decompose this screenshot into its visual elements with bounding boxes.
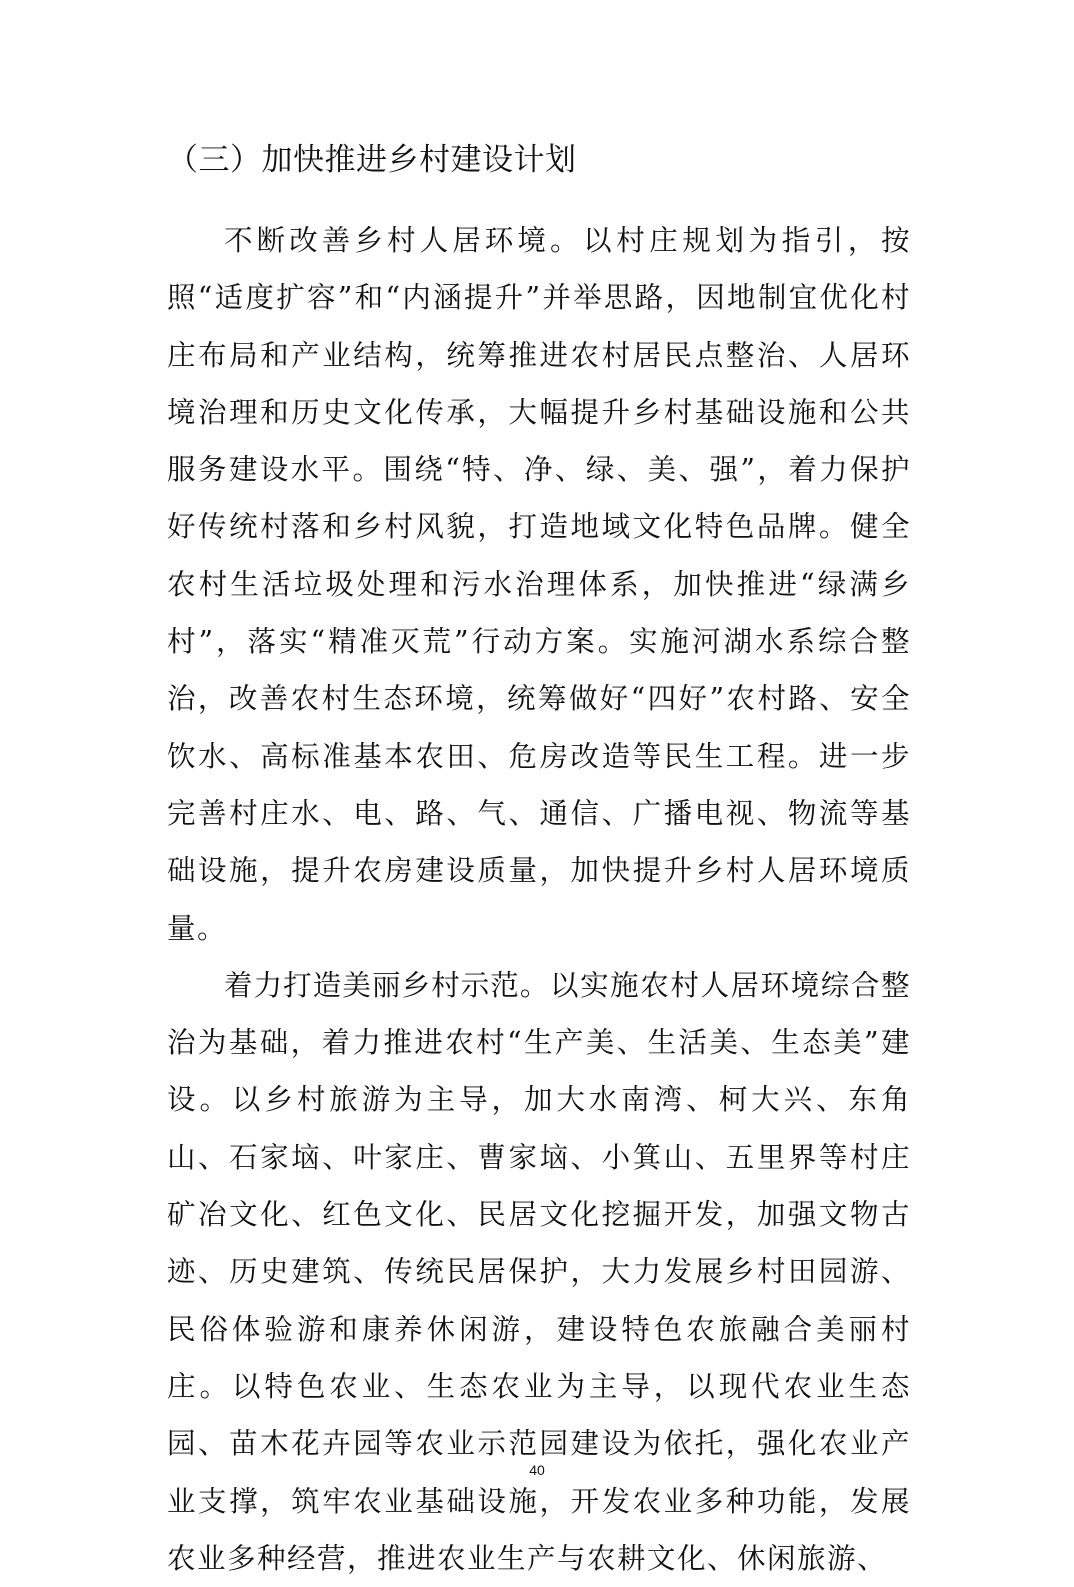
- section-heading: （三）加快推进乡村建设计划: [167, 142, 577, 178]
- paragraph-lead-environment: 不断改善乡村人居环境: [224, 224, 550, 257]
- paragraph-text-demonstration: 。以实施农村人居环境综合整治为基础，着力推进农村“生产美、生活美、生态美”建设。以乡村旅游为主导，加大水南湾、柯大兴、东角山、石家垴、叶家庄、曹家垴、小箕山、五里界等村庄矿冶文化、红色文化、民居文化挖掘开发，加强文物古迹、历史建筑、传统民居保护，大力发展乡村田园游、民俗体验游和康养休闲游，建设特色农旅融合美丽村庄。以特色农业、生态农业为主导，以现代农业生态园、苗木花卉园等农业示范园建设为依托，强化农业产业支撑，筑牢农业基础设施，开发农业多种功能，发展农业多种经营，推进农业生产与农耕文化、休闲旅游、: [167, 968, 911, 1575]
- paragraph-lead-demonstration: 着力打造美丽乡村示范: [224, 968, 520, 1002]
- paragraph-environment: [167, 212, 911, 957]
- page-number: 40: [529, 1462, 545, 1478]
- paragraph-demonstration: [167, 957, 911, 1587]
- paragraph-text-environment: 。以村庄规划为指引，按照“适度扩容”和“内涵提升”并举思路，因地制宜优化村庄布局和产业结构，统筹推进农村居民点整治、人居环境治理和历史文化传承，大幅提升乡村基础设施和公共服务建设水平。围绕“特、净、绿、美、强”，着力保护好传统村落和乡村风貌，打造地域文化特色品牌。健全农村生活垃圾处理和污水治理体系，加快推进“绿满乡村”，落实“精准灭荒”行动方案。实施河湖水系综合整治，改善农村生态环境，统筹做好“四好”农村路、安全饮水、高标准基本农田、危房改造等民生工程。进一步完善村庄水、电、路、气、通信、广播电视、物流等基础设施，提升农房建设质量，加快提升乡村人居环境质量。: [167, 224, 911, 945]
- body-text: [167, 212, 911, 1587]
